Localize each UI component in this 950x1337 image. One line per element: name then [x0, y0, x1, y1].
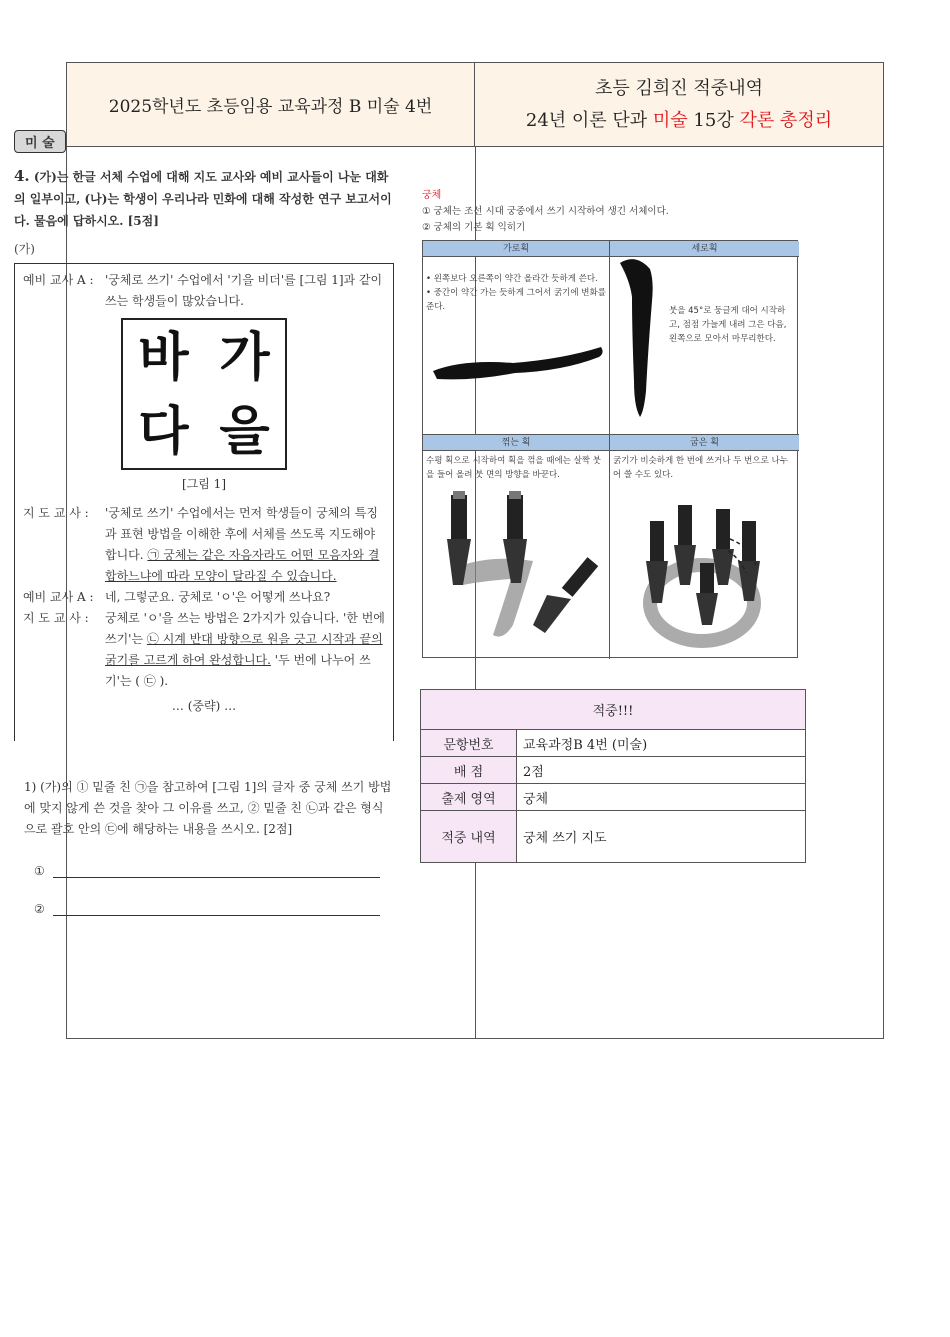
utterance-part: '궁체로 쓰기' 수업에서는 먼저 학생들이 궁체의 특징과 표현 방법을 이해한 후에 서체를 쓰도록 지도해야 합니다. — [105, 506, 378, 562]
material-title: 궁체 — [422, 190, 442, 201]
question-text: (가)는 한글 서체 수업에 대해 지도 교사와 예비 교사들이 나눈 대화의 일부이고, (나)는 학생이 우리나라 민화에 대해 작성한 연구 보고서이다. 물음에 답하시오. [5점] — [14, 170, 392, 228]
header-right — [475, 63, 883, 147]
row-key: 출제 영역 — [421, 784, 517, 811]
row-value: 교육과정B 4번 (미술) — [517, 730, 806, 757]
stroke-cell-bent — [423, 435, 610, 659]
answer-marker: ① — [34, 864, 45, 878]
dialogue-line — [23, 608, 385, 692]
row-key: 문항번호 — [421, 730, 517, 757]
exam-title: 2025학년도 초등임용 교육과정 B 미술 4번 — [108, 97, 433, 117]
question-stem — [14, 165, 394, 232]
utterance: '궁체로 쓰기' 수업에서 '기을 비더'를 [그림 1]과 같이 쓰는 학생들이 많았습니다. — [105, 273, 383, 308]
stroke-cell-curved — [610, 435, 799, 659]
answer-line-1[interactable] — [14, 850, 394, 878]
material-line-2: ② 궁체의 기본 획 익히기 — [422, 222, 526, 233]
utterance — [105, 503, 385, 587]
lecture-part-2: 15강 — [687, 109, 740, 131]
utterance: 네, 그렇군요. 궁체로 'ㅇ'은 어떻게 쓰나요? — [105, 590, 331, 604]
hit-info-table — [420, 689, 806, 863]
speaker: 지 도 교 사 : — [23, 611, 89, 625]
cell-body: 붓을 45°로 둥글게 대어 시작하고, 점점 가늘게 내려 그은 다음, 왼쪽으로 모아서 마무리한다. — [669, 306, 787, 344]
stroke-cell-vertical — [610, 241, 799, 435]
answer-line-2[interactable] — [14, 888, 394, 916]
dialogue-box — [14, 263, 394, 741]
lecture-material — [422, 188, 800, 658]
cell-body: 굵기가 비슷하게 한 번에 쓰거나 두 번으로 나누어 쓸 수도 있다. — [613, 456, 788, 480]
lecture-part-1: 24년 이론 단과 — [525, 109, 653, 131]
underline-a: ㉠ 궁체는 같은 자음자라도 어떤 모음자와 결합하느냐에 따라 모양이 달라질 수 있습니다. — [105, 548, 380, 583]
lecture-topic: 각론 총정리 — [739, 109, 833, 131]
utterance-part: 궁체로 'ㅇ'을 쓰는 방법은 2가지가 있습니다. '한 번에 쓰기'는 — [105, 611, 385, 646]
speaker: 예비 교사 A : — [23, 590, 94, 604]
cell-body: 수평 획으로 시작하여 획을 꺾을 때에는 살짝 붓을 들어 올려 붓 면의 방향을 바꾼다. — [426, 456, 601, 480]
material-line-1: ① 궁체는 조선 시대 궁중에서 쓰기 시작하여 생긴 서체이다. — [422, 206, 669, 217]
lecture-title — [526, 105, 832, 137]
utterance — [105, 608, 385, 692]
row-key: 적중 내역 — [421, 811, 517, 863]
cell-head: 세로획 — [610, 241, 799, 257]
figure-char: 가 — [219, 326, 270, 388]
table-row — [421, 811, 806, 863]
stroke-cell-horizontal — [423, 241, 610, 435]
table-row — [421, 757, 806, 784]
exam-panel — [14, 130, 394, 916]
row-value: 궁체 쓰기 지도 — [517, 811, 806, 863]
row-value: 2점 — [517, 757, 806, 784]
dialogue-line — [23, 270, 385, 312]
underline-b: ㉡ 시계 반대 방향으로 원을 긋고 시작과 끝의 굵기를 고르게 하여 완성합니다. — [105, 632, 383, 667]
table-row — [421, 730, 806, 757]
row-key: 배 점 — [421, 757, 517, 784]
row-value: 궁체 — [517, 784, 806, 811]
dialogue-line — [23, 503, 385, 587]
cell-head: 가로획 — [423, 241, 609, 257]
subject-badge: 미 술 — [14, 130, 66, 153]
hit-title: 초등 김희진 적중내역 — [595, 77, 763, 99]
cell-head: 꺾는 획 — [423, 435, 609, 451]
answer-blank — [53, 858, 380, 878]
speaker: 지 도 교 사 : — [23, 506, 89, 520]
question-number: 4. — [14, 167, 30, 185]
answer-marker: ② — [34, 902, 45, 916]
figure-char: 을 — [219, 400, 270, 462]
cell-head: 굽은 획 — [610, 435, 799, 451]
omission-mark: … (중략) … — [171, 699, 237, 713]
dialogue-line — [23, 587, 385, 608]
sub-question: 1) (가)의 ① 밑줄 친 ㉠을 참고하여 [그림 1]의 글자 중 궁체 쓰기 방법에 맞지 않게 쓴 것을 찾아 그 이유를 쓰고, ② 밑줄 친 ㉡과 같은 형식으로 괄호 안의 ㉢에 해당하는 내용을 쓰시오. [2점] — [24, 780, 392, 836]
table-row — [421, 784, 806, 811]
lecture-subject: 미술 — [652, 109, 688, 131]
speaker: 예비 교사 A : — [23, 273, 94, 287]
figure-caption: [그림 1] — [182, 477, 226, 491]
answer-blank — [53, 896, 380, 916]
figure-char: 바 — [138, 326, 189, 388]
stroke-grid — [422, 240, 798, 658]
figure-1 — [121, 318, 287, 470]
section-label: (가) — [14, 242, 35, 256]
figure-char: 다 — [138, 400, 189, 462]
blank-c: '두 번에 나누어 쓰기'는 ( ㉢ ). — [105, 653, 371, 688]
hit-header: 적중!!! — [421, 690, 806, 730]
cell-body: • 왼쪽보다 오른쪽이 약간 올라간 듯하게 쓴다. • 중간이 약간 가는 듯하게 그어서 굵기에 변화를 준다. — [426, 274, 606, 312]
